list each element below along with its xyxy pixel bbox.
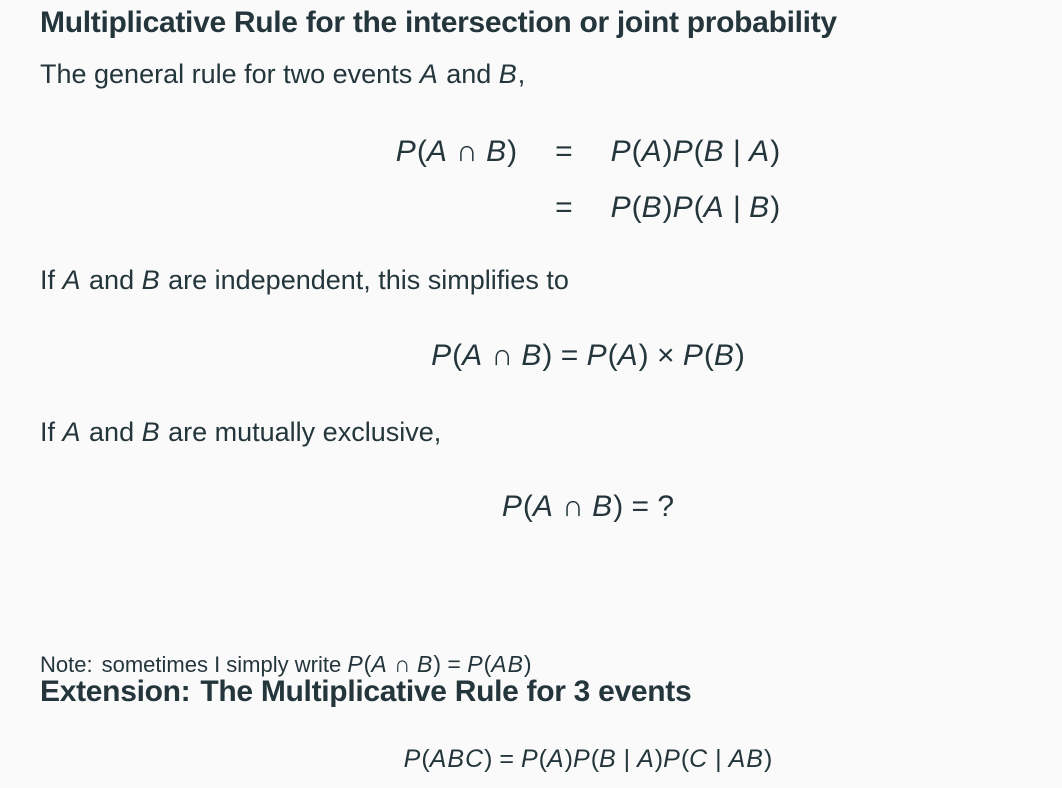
eqnarray bbox=[396, 124, 780, 236]
general-rule-equation-block bbox=[40, 124, 1062, 236]
note-math: P(A ∩ B) = P(AB) bbox=[347, 651, 532, 677]
eq-lhs-joint-probability: P(A ∩ B) bbox=[395, 135, 518, 168]
variable-b: B bbox=[498, 59, 517, 89]
intro-text-post: , bbox=[517, 59, 526, 89]
variable-b: B bbox=[141, 265, 160, 295]
slide-title: Multiplicative Rule for the intersection or joint probability bbox=[40, 6, 837, 39]
independent-equation-block bbox=[40, 336, 1062, 376]
mutex-text-mid: and bbox=[81, 417, 142, 447]
note-text: sometimes I simply write bbox=[101, 652, 348, 677]
independent-condition-line bbox=[40, 264, 569, 296]
variable-a: A bbox=[419, 59, 438, 89]
note-label: Note: bbox=[40, 652, 93, 677]
mutex-text-post: are mutually exclusive, bbox=[160, 417, 442, 447]
equation-independent: P(A ∩ B) = P(A) × P(B) bbox=[431, 339, 745, 372]
three-events-equation-block bbox=[40, 744, 1062, 774]
extension-label: Extension: bbox=[40, 675, 191, 708]
indep-text-mid: and bbox=[81, 265, 142, 295]
mutually-exclusive-condition-line bbox=[40, 416, 441, 448]
mutually-exclusive-equation-block bbox=[40, 487, 1062, 527]
eq-rhs-conditional-on-b: P(B)P(A | B) bbox=[610, 191, 781, 224]
variable-a: A bbox=[62, 417, 81, 447]
eq-equals-1: = bbox=[555, 135, 573, 168]
variable-b: B bbox=[141, 417, 160, 447]
extension-heading bbox=[40, 674, 691, 710]
extension-text: The Multiplicative Rule for 3 events bbox=[200, 675, 692, 708]
variable-a: A bbox=[62, 265, 81, 295]
eq-equals-2: = bbox=[555, 191, 573, 224]
indep-text-pre: If bbox=[40, 265, 63, 295]
intro-line bbox=[40, 58, 525, 90]
equation-three-events: P(ABC) = P(A)P(B | A)P(C | AB) bbox=[403, 745, 773, 773]
equation-mutually-exclusive: P(A ∩ B) = ? bbox=[501, 490, 675, 523]
intro-text-pre: The general rule for two events bbox=[40, 59, 420, 89]
eq-rhs-conditional-on-a: P(A)P(B | A) bbox=[610, 135, 781, 168]
intro-text-mid: and bbox=[438, 59, 499, 89]
mutex-text-pre: If bbox=[40, 417, 63, 447]
indep-text-post: are independent, this simplifies to bbox=[160, 265, 569, 295]
